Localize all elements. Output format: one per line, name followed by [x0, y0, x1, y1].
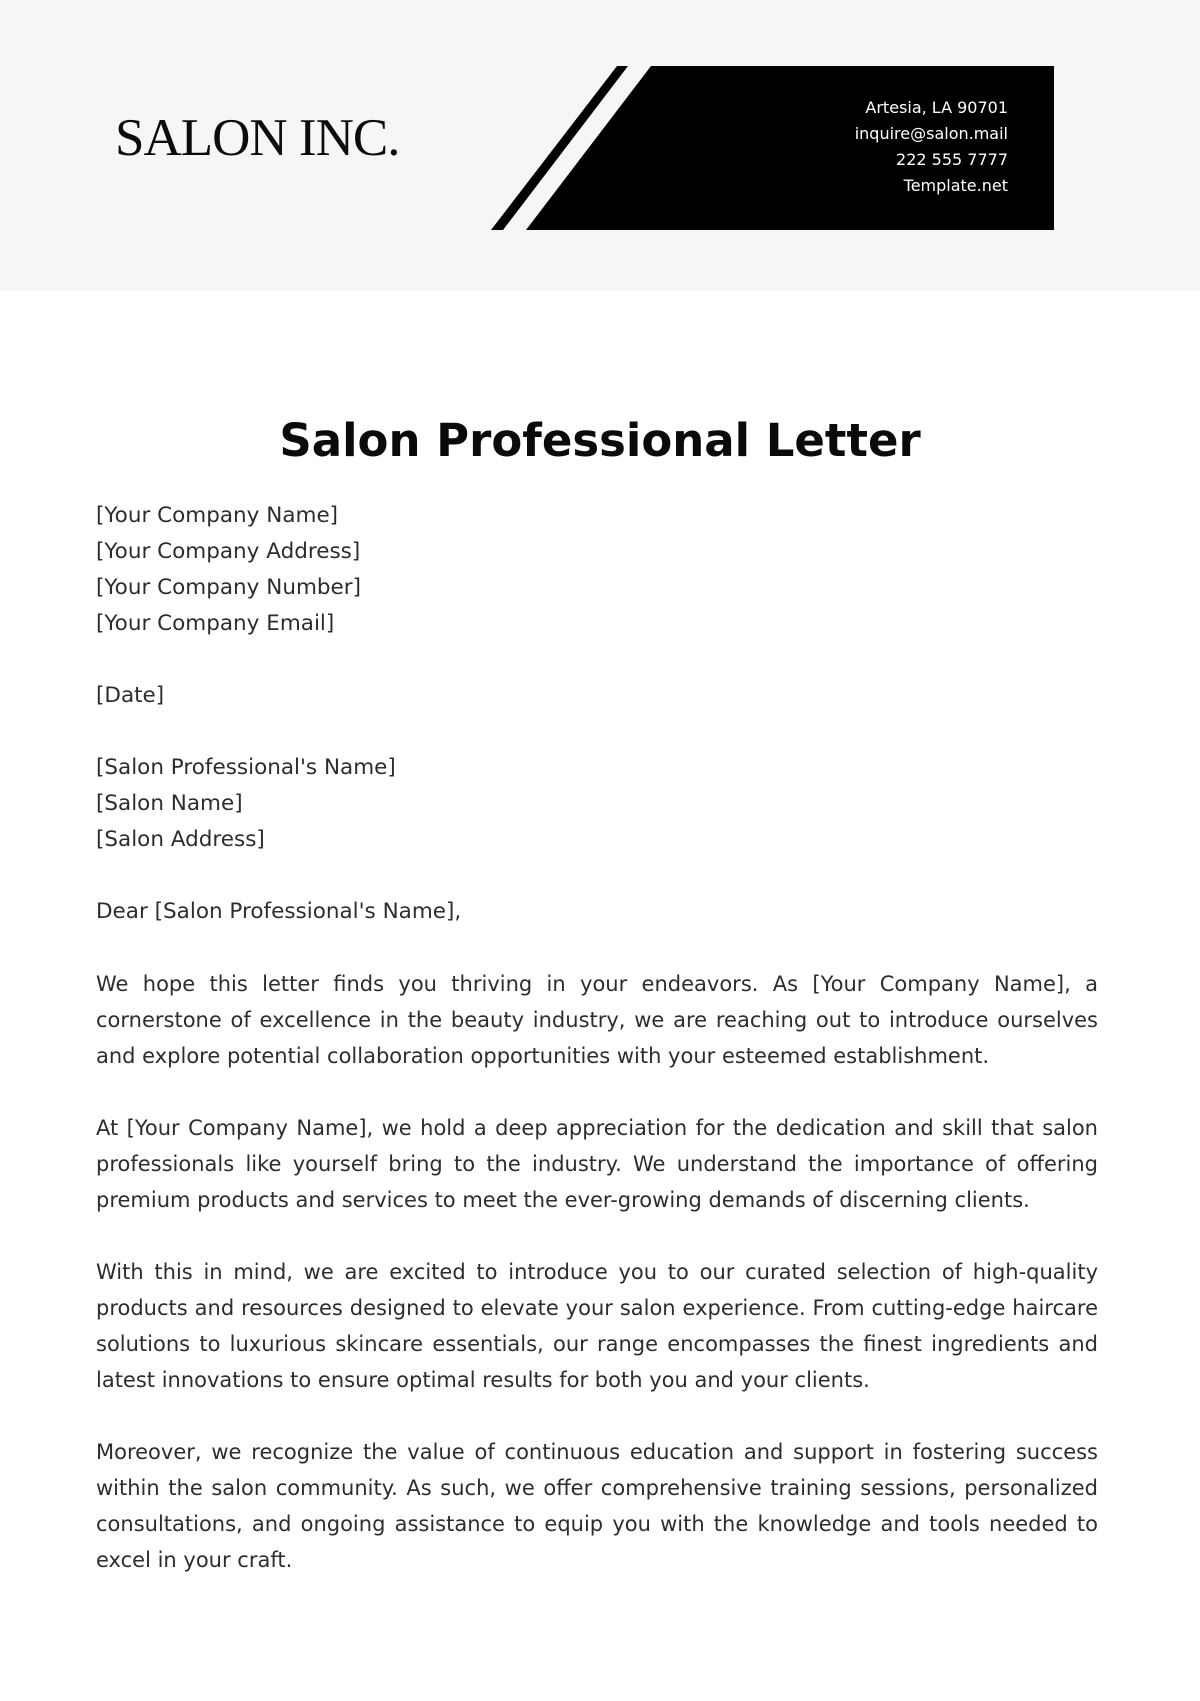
recipient-block: [96, 750, 1098, 858]
company-logo: SALON INC.: [115, 109, 400, 167]
recipient-salon-name: [Salon Name]: [96, 791, 243, 816]
contact-block: [855, 95, 1008, 199]
sender-company-email: [Your Company Email]: [96, 611, 335, 636]
body-paragraph: Moreover, we recognize the value of continuous education and support in fostering success within the salon community. As such, we offer comprehensive training sessions, personalized consultations, and ongoing assistance to equip you with the knowledge and tools needed to excel in your craft.: [96, 1440, 1098, 1572]
letter-title: Salon Professional Letter: [279, 414, 921, 467]
sender-company-name: [Your Company Name]: [96, 503, 339, 528]
salutation: Dear [Salon Professional's Name],: [96, 899, 462, 924]
body-paragraph: We hope this letter finds you thriving in your endeavors. As [Your Company Name], a cornerstone of excellence in the beauty industry, we are reaching out to introduce ourselves and explore potential collaboration opportunities with your esteemed establishment.: [96, 972, 1098, 1068]
letter-date: [Date]: [96, 683, 165, 708]
contact-address: Artesia, LA 90701: [865, 98, 1008, 117]
spacer: [96, 858, 1098, 894]
sender-company-number: [Your Company Number]: [96, 575, 361, 600]
body-paragraph: At [Your Company Name], we hold a deep appreciation for the dedication and skill that salon professionals like yourself bring to the industry. We understand the importance of offering premium products and services to meet the ever-growing demands of discerning clients.: [96, 1116, 1098, 1212]
sender-block: [96, 498, 1098, 642]
contact-phone: 222 555 7777: [896, 150, 1008, 169]
spacer: [96, 930, 1098, 966]
recipient-salon-address: [Salon Address]: [96, 827, 265, 852]
contact-website: Template.net: [903, 176, 1008, 195]
sender-company-address: [Your Company Address]: [96, 539, 361, 564]
letter-body: [96, 498, 1098, 1614]
spacer: [96, 714, 1098, 750]
body-paragraph: With this in mind, we are excited to introduce you to our curated selection of high-quality products and resources designed to elevate your salon experience. From cutting-edge haircare solutions to luxurious skincare essentials, our range encompasses the finest ingredients and latest innovations to ensure optimal results for both you and your clients.: [96, 1260, 1098, 1392]
contact-email: inquire@salon.mail: [854, 124, 1008, 143]
spacer: [96, 642, 1098, 678]
recipient-name: [Salon Professional's Name]: [96, 755, 396, 780]
